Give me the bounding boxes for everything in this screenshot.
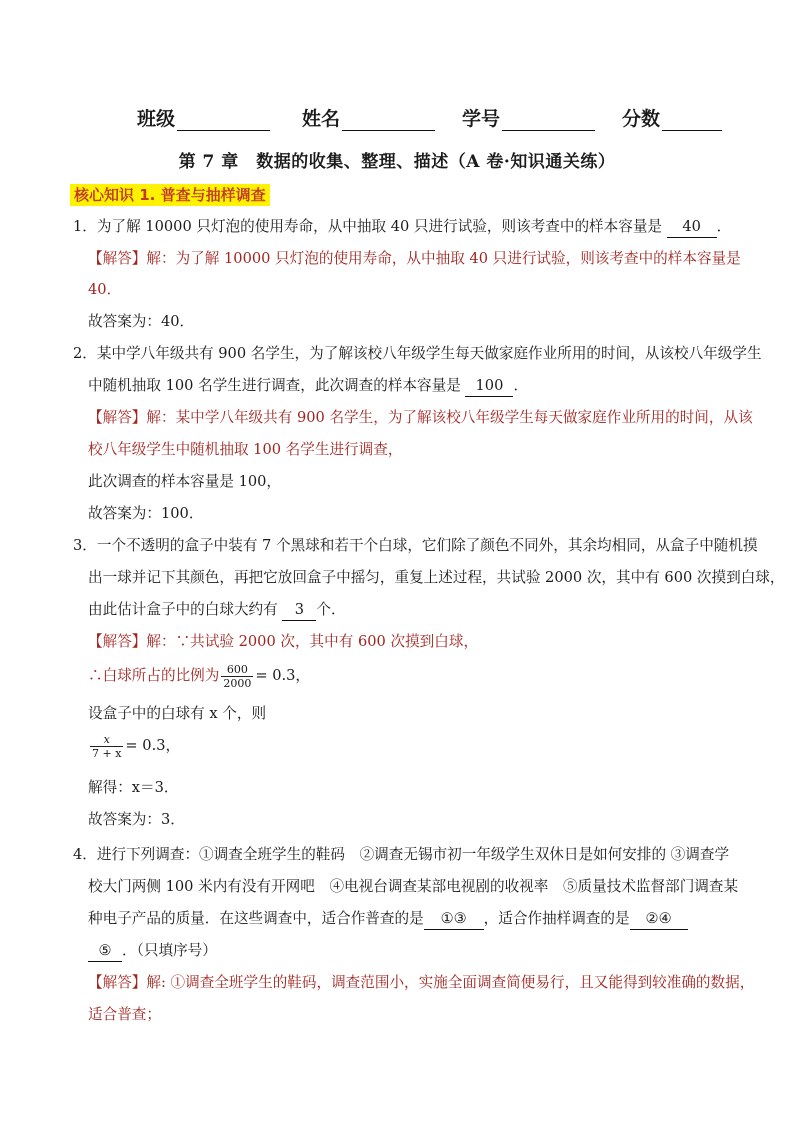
score-field [622, 104, 722, 131]
q1-solution-line1: 【解答】解：为了解 10000 只灯泡的使用寿命，从中抽取 40 只进行试验，则该考查中的样本容量是 [88, 250, 741, 267]
chapter-title: 第 7 章 数据的收集、整理、描述（A 卷·知识通关练） [178, 152, 616, 172]
q3-solution-line3: 设盒子中的白球有 x 个，则 [88, 705, 267, 722]
q3-solution-line2: ∴白球所占的比例为 $\frac{600}{2000}$ = 0.3， [88, 662, 311, 690]
name-blank[interactable] [342, 108, 435, 131]
q2-solution-line1: 【解答】解：某中学八年级共有 900 名学生，为了解该校八年级学生每天做家庭作业所用的时间，从该 [88, 409, 753, 426]
number-blank[interactable] [502, 108, 595, 131]
q4-answer-census: ①③ [424, 909, 484, 930]
solution-tag: 【解答】 [88, 409, 147, 426]
q3-text-line2: 出一球并记下其颜色，再把它放回盒子中摇匀，重复上述过程，共试验 2000 次，其中有 600 次摸到白球， [88, 569, 785, 586]
q2-solution-line2: 校八年级学生中随机抽取 100 名学生进行调查， [88, 441, 403, 458]
q4-text-line1: 4．进行下列调查：①调查全班学生的鞋码 ②调查无锡市初一年级学生双休日是如何安排的 ③调查学 [73, 846, 730, 863]
score-blank[interactable] [662, 108, 722, 131]
q3-text-line3: 由此估计盒子中的白球大约有 3 个． [88, 600, 346, 621]
q2-solution-line3: 此次调查的样本容量是 100， [88, 473, 282, 490]
q4-solution-line2: 适合普查； [88, 1006, 161, 1023]
q4-text-line4: ⑤ ．（只填序号） [88, 941, 217, 962]
solution-tag: 【解答】 [88, 633, 147, 650]
class-blank[interactable] [177, 108, 270, 131]
q3-solution-line5: 解得：x＝3． [88, 779, 179, 796]
section-heading: 核心知识 1. 普查与抽样调查 [70, 184, 270, 206]
q4-text-line2: 校大门两侧 100 米内有没有开网吧 ④电视台调查某部电视剧的收视率 ⑤质量技术监督部门调查某 [88, 878, 739, 895]
q2-text-line1: 2．某中学八年级共有 900 名学生，为了解该校八年级学生每天做家庭作业所用的时间，从该校八年级学生 [73, 345, 762, 362]
student-info-header [0, 104, 794, 134]
fraction-x-over-7-plus-x: $\frac{x}{7 + x}$ [92, 732, 122, 760]
q3-final-answer: 故答案为：3． [88, 811, 185, 828]
q1-final-answer: 故答案为：40． [88, 313, 195, 330]
q3-solution-line1: 【解答】解：∵共试验 2000 次，其中有 600 次摸到白球， [88, 633, 479, 650]
class-field [137, 104, 270, 131]
q4-answer-sample-part1: ②④ [630, 909, 688, 930]
q1-text: 1．为了解 10000 只灯泡的使用寿命，从中抽取 40 只进行试验，则该考查中的样本容量是 40 ． [73, 217, 731, 238]
q4-text-line3: 种电子产品的质量．在这些调查中，适合作普查的是 ①③ ，适合作抽样调查的是 ②④ [88, 909, 688, 930]
number-label: 学号 [462, 108, 501, 130]
q3-solution-line4: $\frac{x}{7 + x}$ = 0.3， [92, 732, 181, 760]
class-label: 班级 [137, 108, 176, 130]
solution-tag: 【解答】 [88, 250, 147, 267]
q2-answer: 100 [465, 376, 513, 397]
solution-tag: 【解答】 [88, 974, 147, 991]
name-field [302, 104, 435, 131]
q2-final-answer: 故答案为：100． [88, 505, 204, 522]
name-label: 姓名 [302, 108, 341, 130]
number-field [462, 104, 595, 131]
q2-text-line2: 中随机抽取 100 名学生进行调查，此次调查的样本容量是 100 ． [88, 376, 528, 397]
q4-solution-line1: 【解答】解: ①调查全班学生的鞋码，调查范围小，实施全面调查简便易行，且又能得到较准确的数据， [88, 974, 755, 991]
q1-answer: 40 [667, 217, 717, 238]
fraction-600-2000: $\frac{600}{2000}$ [223, 662, 252, 690]
q1-solution-line2: 40． [88, 281, 122, 298]
q4-answer-sample-part2: ⑤ [88, 941, 122, 962]
score-label: 分数 [622, 108, 661, 130]
q3-answer: 3 [282, 600, 316, 621]
q3-text-line1: 3．一个不透明的盒子中装有 7 个黑球和若干个白球，它们除了颜色不同外，其余均相同，从盒子中随机摸 [73, 537, 758, 554]
